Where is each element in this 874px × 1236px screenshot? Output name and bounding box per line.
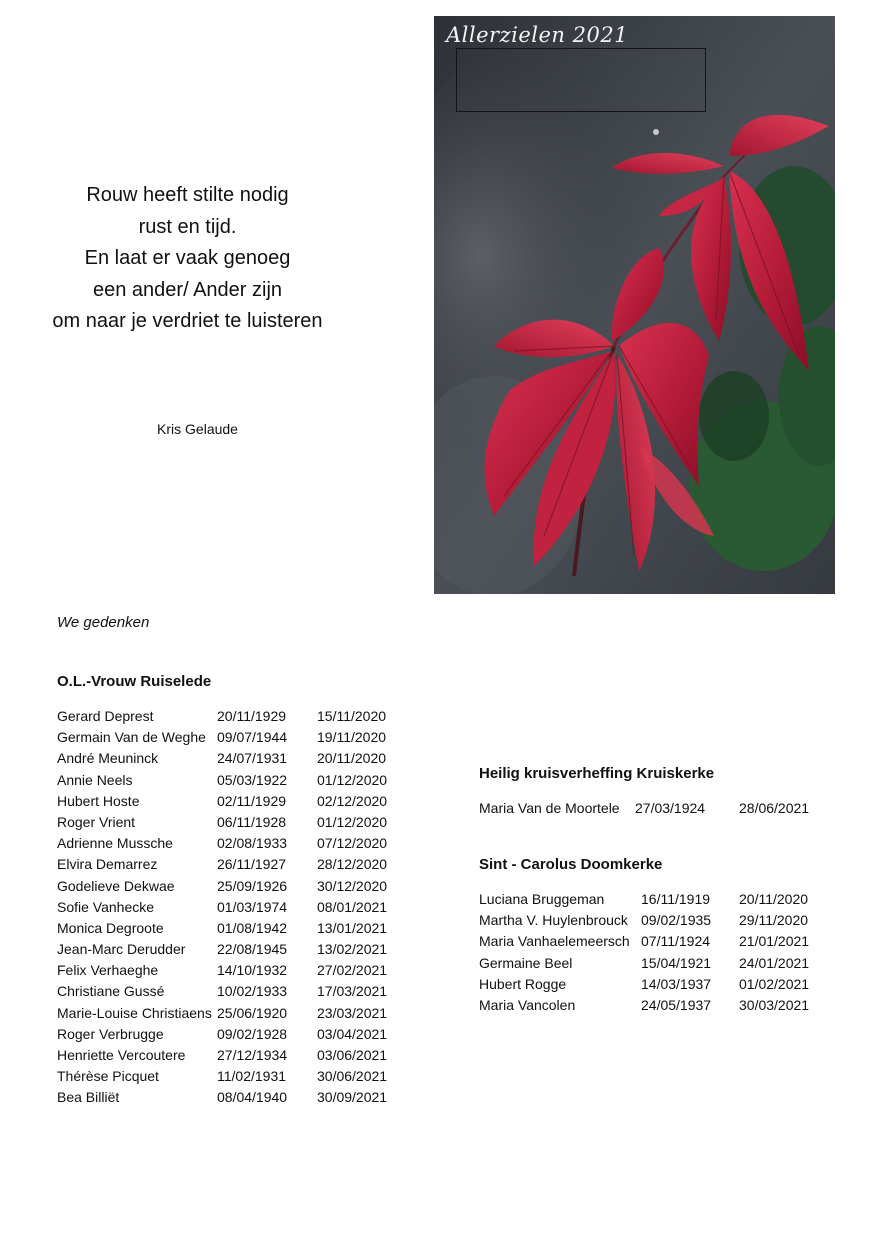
memorial-row	[57, 960, 402, 981]
memorial-row	[57, 833, 402, 854]
deceased-name: Sofie Vanhecke	[57, 898, 155, 915]
parish-heading-ruiselede: O.L.-Vrouw Ruiselede	[57, 673, 212, 690]
death-date: 30/06/2021	[317, 1068, 388, 1085]
memorial-row	[57, 854, 402, 875]
birth-date: 15/04/1921	[641, 954, 712, 971]
death-date: 30/12/2020	[317, 877, 388, 894]
poem-line: een ander/ Ander zijn	[92, 278, 283, 301]
death-date: 01/02/2021	[739, 975, 810, 992]
deceased-name: Martha V. Huylenbrouck	[479, 912, 628, 929]
birth-date: 02/08/1933	[217, 835, 288, 852]
birth-date: 01/08/1942	[217, 919, 288, 936]
deceased-name: Hubert Rogge	[479, 975, 567, 992]
death-date: 21/01/2021	[739, 933, 810, 950]
deceased-name: Roger Vrient	[57, 813, 136, 830]
memorial-list-ruiselede	[57, 706, 402, 1109]
deceased-name: Felix Verhaeghe	[57, 962, 159, 979]
deceased-name: Christiane Gussé	[57, 983, 165, 1000]
birth-date: 09/07/1944	[217, 729, 288, 746]
birth-date: 11/02/1931	[217, 1068, 287, 1085]
photo-title: Allerzielen 2021	[446, 23, 629, 47]
birth-date: 01/03/1974	[217, 898, 288, 915]
death-date: 20/11/2020	[317, 750, 387, 767]
death-date: 20/11/2020	[739, 891, 809, 907]
memorial-row	[57, 1045, 402, 1066]
memorial-row	[479, 974, 824, 995]
deceased-name: Maria Vancolen	[479, 996, 576, 1013]
memorial-row	[479, 953, 824, 974]
birth-date: 25/06/1920	[217, 1004, 288, 1021]
birth-date: 24/07/1931	[217, 750, 288, 767]
deceased-name: Jean-Marc Derudder	[57, 941, 186, 958]
poem-line: om naar je verdriet te luisteren	[52, 310, 323, 332]
memorial-row	[57, 812, 402, 833]
memorial-row	[57, 897, 402, 918]
autumn-leaves-photo	[434, 16, 835, 594]
memorial-row	[479, 931, 824, 952]
birth-date: 09/02/1928	[217, 1025, 288, 1042]
birth-date: 20/11/1929	[217, 708, 287, 724]
poem	[30, 180, 345, 338]
death-date: 13/02/2021	[317, 941, 388, 958]
death-date: 13/01/2021	[317, 919, 388, 936]
poem-line: Rouw heeft stilte nodig	[86, 184, 289, 206]
birth-date: 14/10/1932	[217, 962, 288, 979]
deceased-name: Roger Verbrugge	[57, 1025, 164, 1042]
memorial-row	[479, 798, 824, 819]
death-date: 08/01/2021	[317, 898, 388, 915]
death-date: 28/06/2021	[739, 800, 810, 816]
memorial-list-kruiskerke	[479, 798, 824, 819]
memorial-row	[57, 706, 402, 727]
deceased-name: Gerard Deprest	[57, 708, 154, 724]
memorial-row	[57, 1024, 402, 1045]
deceased-name: Henriette Vercoutere	[57, 1047, 186, 1063]
memorial-row	[57, 939, 402, 960]
memorial-row	[57, 981, 402, 1002]
deceased-name: Germain Van de Weghe	[57, 729, 206, 746]
memorial-row	[57, 791, 402, 812]
death-date: 03/06/2021	[317, 1047, 388, 1063]
death-date: 23/03/2021	[317, 1004, 388, 1021]
death-date: 02/12/2020	[317, 792, 388, 809]
memorial-row	[57, 748, 402, 769]
birth-date: 02/11/1929	[217, 792, 287, 809]
poem-line: rust en tijd.	[138, 215, 237, 238]
memorial-list-doomkerke	[479, 889, 824, 1016]
deceased-name: Annie Neels	[57, 771, 133, 788]
photo-title-frame	[456, 48, 706, 112]
intro-text: We gedenken	[57, 614, 150, 631]
death-date: 27/02/2021	[317, 962, 388, 979]
deceased-name: Maria Vanhaelemeersch	[479, 933, 630, 950]
deceased-name: Germaine Beel	[479, 954, 573, 971]
parish-heading-kruiskerke: Heilig kruisverheffing Kruiskerke	[479, 765, 715, 782]
deceased-name: Godelieve Dekwae	[57, 877, 175, 894]
deceased-name: Monica Degroote	[57, 919, 164, 936]
poem-author: Kris Gelaude	[157, 421, 238, 437]
deceased-name: Adrienne Mussche	[57, 835, 173, 852]
death-date: 29/11/2020	[739, 912, 809, 929]
birth-date: 08/04/1940	[217, 1089, 288, 1106]
memorial-row	[57, 770, 402, 791]
death-date: 17/03/2021	[317, 983, 388, 1000]
poem-line: En laat er vaak genoeg	[84, 247, 291, 269]
deceased-name: Hubert Hoste	[57, 792, 140, 809]
deceased-name: Thérèse Picquet	[57, 1068, 159, 1085]
birth-date: 25/09/1926	[217, 877, 288, 894]
birth-date: 09/02/1935	[641, 912, 712, 929]
memorial-row	[57, 918, 402, 939]
memorial-row	[479, 995, 824, 1016]
birth-date: 27/03/1924	[635, 800, 706, 816]
deceased-name: Bea Billiët	[57, 1089, 120, 1106]
death-date: 01/12/2020	[317, 771, 388, 788]
memorial-row	[57, 876, 402, 897]
death-date: 30/03/2021	[739, 996, 810, 1013]
death-date: 07/12/2020	[317, 835, 388, 852]
parish-heading-doomkerke: Sint - Carolus Doomkerke	[479, 856, 663, 873]
deceased-name: Elvira Demarrez	[57, 856, 158, 873]
death-date: 15/11/2020	[317, 708, 387, 724]
death-date: 01/12/2020	[317, 813, 388, 830]
birth-date: 16/11/1919	[641, 891, 711, 907]
deceased-name: Luciana Bruggeman	[479, 891, 605, 907]
death-date: 28/12/2020	[317, 856, 388, 873]
birth-date: 07/11/1924	[641, 933, 711, 950]
deceased-name: Maria Van de Moortele	[479, 800, 620, 816]
birth-date: 05/03/1922	[217, 771, 288, 788]
birth-date: 10/02/1933	[217, 983, 288, 1000]
memorial-row	[57, 1003, 402, 1024]
death-date: 30/09/2021	[317, 1089, 388, 1106]
memorial-row	[57, 1087, 402, 1108]
memorial-row	[57, 727, 402, 748]
birth-date: 06/11/1928	[217, 813, 287, 830]
birth-date: 26/11/1927	[217, 856, 287, 873]
death-date: 19/11/2020	[317, 729, 387, 746]
death-date: 24/01/2021	[739, 954, 810, 971]
memorial-row	[479, 910, 824, 931]
birth-date: 22/08/1945	[217, 941, 288, 958]
memorial-row	[479, 889, 824, 910]
memorial-row	[57, 1066, 402, 1087]
birth-date: 27/12/1934	[217, 1047, 288, 1063]
death-date: 03/04/2021	[317, 1025, 388, 1042]
deceased-name: André Meuninck	[57, 750, 159, 767]
birth-date: 14/03/1937	[641, 975, 712, 992]
deceased-name: Marie-Louise Christiaens	[57, 1004, 212, 1021]
birth-date: 24/05/1937	[641, 996, 712, 1013]
